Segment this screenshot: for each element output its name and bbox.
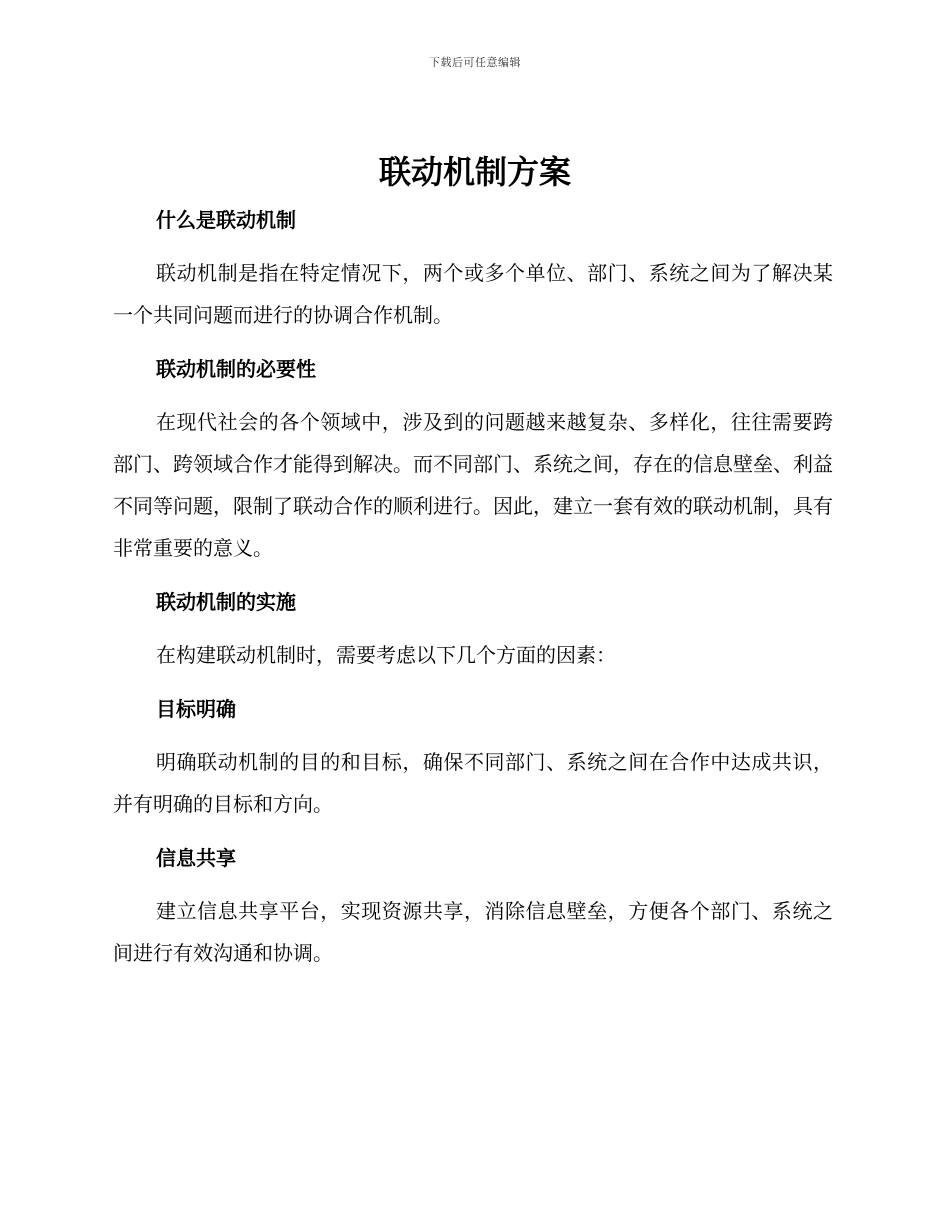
section-paragraph-necessity: 在现代社会的各个领域中，涉及到的问题越来越复杂、多样化，往往需要跨部门、跨领域合作才能得到解决。而不同部门、系统之间，存在的信息壁垒、利益不同等问题，限制了联动合作的顺利进行。因此，建立一套有效的联动机制，具有非常重要的意义。	[113, 410, 833, 560]
section-heading-implementation: 联动机制的实施	[156, 590, 296, 614]
document-title: 联动机制方案	[378, 153, 571, 191]
section-paragraph-implementation: 在构建联动机制时，需要考虑以下几个方面的因素：	[156, 643, 616, 667]
section-heading-necessity: 联动机制的必要性	[156, 357, 316, 381]
section-heading-what-is: 什么是联动机制	[156, 208, 296, 232]
section-heading-info-sharing: 信息共享	[156, 846, 236, 870]
section-paragraph-clear-goals: 明确联动机制的目的和目标，确保不同部门、系统之间在合作中达成共识，并有明确的目标和方向。	[113, 750, 833, 816]
section-heading-clear-goals: 目标明确	[156, 697, 236, 721]
section-paragraph-what-is: 联动机制是指在特定情况下，两个或多个单位、部门、系统之间为了解决某一个共同问题而进行的协调合作机制。	[113, 261, 833, 327]
page-header-note: 下载后可任意编辑	[429, 56, 521, 69]
document-body	[113, 198, 833, 974]
section-paragraph-info-sharing: 建立信息共享平台，实现资源共享，消除信息壁垒，方便各个部门、系统之间进行有效沟通和协调。	[113, 899, 833, 965]
